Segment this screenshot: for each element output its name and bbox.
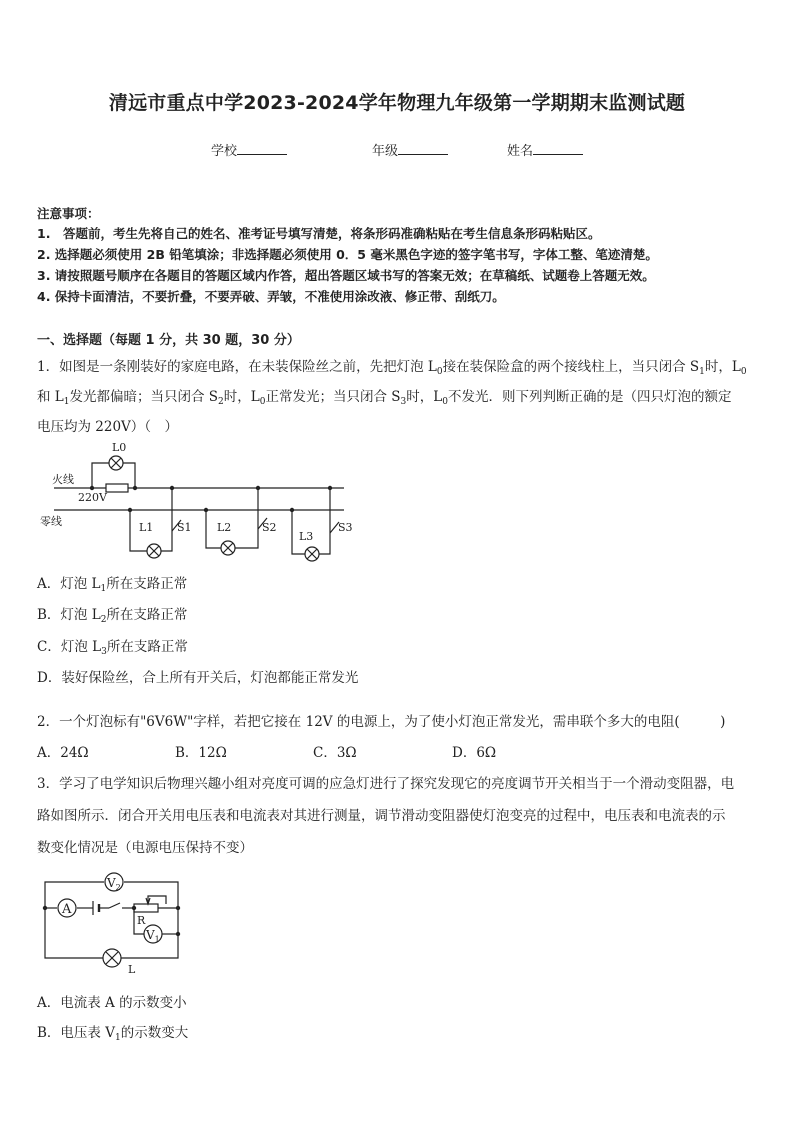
junction-dot: [256, 486, 260, 490]
school-blank: [237, 143, 287, 155]
note-item: 1. 答题前，考生先将自己的姓名、准考证号填写清楚，将条形码准确粘贴在考生信息条形码粘贴区。: [37, 226, 601, 241]
lamp-label: L: [128, 963, 136, 976]
q1-option-b: B．灯泡 $L_2$所在支路正常: [37, 607, 188, 625]
note-item: 3. 请按照题号顺序在各题目的答题区域内作答，超出答题区域书写的答案无效；在草稿纸、试题卷上答题无效。: [37, 268, 655, 283]
junction-dot: [90, 486, 94, 490]
q1-option-a: A．灯泡 $L_1$所在支路正常: [37, 576, 188, 594]
lamp-l0-label: L0: [112, 441, 127, 454]
junction-dot: [133, 486, 137, 490]
q1-line1: 1．如图是一条刚装好的家庭电路，在未装保险丝之前，先把灯泡 $L_0$接在装保险盒的两个接线柱上，当只闭合 $S_1$时，$L_0$: [37, 359, 747, 377]
live-wire-label: 火线: [52, 473, 74, 486]
notes-heading: 注意事项：: [37, 206, 100, 221]
q1-circuit-figure: [36, 436, 366, 566]
junction-dot: [328, 486, 332, 490]
voltmeter-v2-label: $V_2$: [107, 876, 121, 892]
name-label: 姓名: [507, 144, 534, 159]
note-item: 2. 选择题必须使用 2B 铅笔填涂；非选择题必须使用 0．5 毫米黑色字迹的签字笔书写，字体工整、笔迹清楚。: [37, 247, 658, 262]
q2-text: 2．一个灯泡标有"6V6W"字样，若把它接在 12V 的电源上，为了使小灯泡正常发光，需串联个多大的电阻( ): [37, 714, 726, 730]
grade-label: 年级: [372, 144, 399, 159]
q2-option-c: C．3Ω: [313, 745, 357, 761]
q3-option-b: B．电压表 $V_1$的示数变大: [37, 1025, 189, 1043]
junction-dot: [176, 906, 180, 910]
q2-option-a: A．24Ω: [37, 745, 89, 761]
school-field: [211, 140, 287, 159]
lamp-l2-label: L2: [217, 521, 232, 534]
neutral-wire-label: 零线: [40, 515, 62, 528]
junction-dot: [176, 932, 180, 936]
q1-line3: 电压均为 220V）（ ）: [37, 419, 179, 435]
section-heading: 一、选择题（每题 1 分，共 30 题，30 分）: [37, 333, 300, 348]
junction-dot: [43, 906, 47, 910]
name-field: [507, 140, 583, 159]
junction-dot: [128, 508, 132, 512]
q3-line3: 数变化情况是（电源电压保持不变）: [37, 840, 253, 856]
voltmeter-v1-label: $V_1$: [146, 928, 160, 944]
name-blank: [533, 143, 583, 155]
q2-option-b: B．12Ω: [175, 745, 227, 761]
school-label: 学校: [211, 144, 238, 159]
lamp-l3-label: L3: [299, 530, 314, 543]
q3-line1: 3．学习了电学知识后物理兴趣小组对亮度可调的应急灯进行了探究发现它的亮度调节开关相当于一个滑动变阻器，电: [37, 776, 735, 792]
junction-dot: [204, 508, 208, 512]
note-item: 4. 保持卡面清洁，不要折叠，不要弄破、弄皱，不准使用涂改液、修正带、刮纸刀。: [37, 289, 505, 304]
grade-field: [372, 140, 448, 159]
switch-s3-label: S3: [338, 521, 353, 534]
junction-dot: [290, 508, 294, 512]
q1-line2: 和 $L_1$发光都偏暗；当只闭合 $S_2$时，$L_0$正常发光；当只闭合 $S_3$时，$L_0$不发光．则下列判断正确的是（四只灯泡的额定: [37, 389, 732, 407]
grade-blank: [398, 143, 448, 155]
junction-dot: [170, 486, 174, 490]
rheostat-label: R: [137, 914, 146, 927]
q3-line2: 路如图所示．闭合开关用电压表和电流表对其进行测量，调节滑动变阻器使灯泡变亮的过程中，电压表和电流表的示: [37, 808, 726, 824]
q3-circuit-figure: [36, 864, 186, 976]
switch-s1-label: S1: [177, 521, 192, 534]
q1-option-c: C．灯泡 $L_3$所在支路正常: [37, 639, 188, 657]
lamp-l1-label: L1: [139, 521, 154, 534]
voltage-label: 220V: [78, 491, 107, 504]
q3-option-a: A．电流表 A 的示数变小: [37, 995, 187, 1011]
junction-dot: [132, 906, 136, 910]
switch-s2-label: S2: [262, 521, 277, 534]
q1-option-d: D．装好保险丝，合上所有开关后，灯泡都能正常发光: [37, 670, 359, 686]
q2-option-d: D．6Ω: [452, 745, 497, 761]
page-title: 清远市重点中学2023-2024学年物理九年级第一学期期末监测试题: [108, 92, 686, 114]
ammeter-label: A: [62, 902, 72, 917]
